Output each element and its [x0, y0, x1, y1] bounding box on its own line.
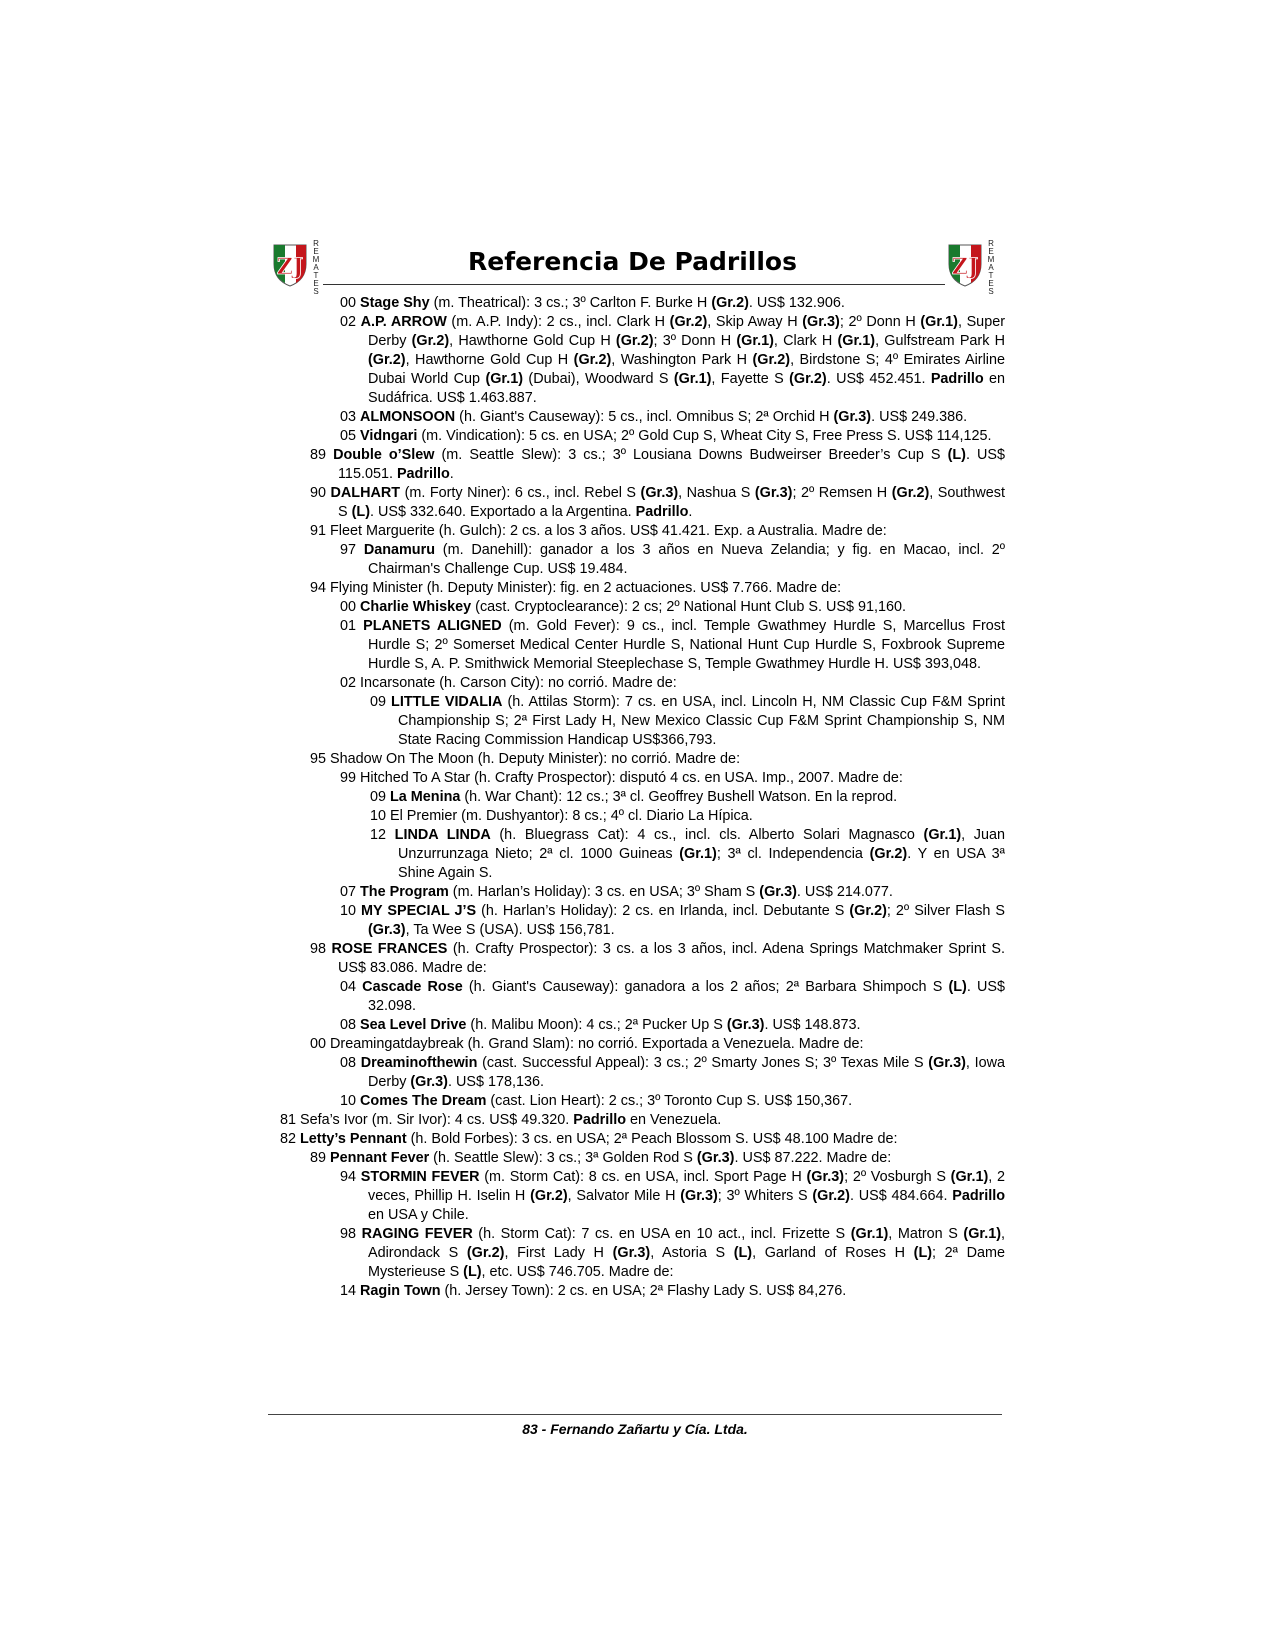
entry-bold-text: Padrillo	[396, 466, 450, 482]
page-footer: 83 - Fernando Zañartu y Cía. Ltda.	[522, 1421, 748, 1437]
pedigree-entry	[280, 1016, 1005, 1035]
entry-text: , 2 veces, Phillip H. Iselin H	[368, 1169, 1005, 1204]
entry-bold-text: (Gr.1)	[485, 371, 524, 387]
entry-text: (cast. Cryptoclearance): 2 cs; 2º National Hunt Club S. US$ 91,160.	[471, 599, 906, 615]
entry-text: ; 2º Remsen H	[792, 485, 892, 501]
entry-bold-text: (Gr.2)	[891, 485, 930, 501]
entry-text: 81 Sefa’s Ivor (m. Sir Ivor): 4 cs. US$ 49.320.	[280, 1112, 574, 1128]
entry-bold-text: (Gr.3)	[754, 485, 793, 501]
entry-text: 91 Fleet Marguerite (h. Gulch): 2 cs. a los 3 años. US$ 41.421. Exp. a Australia. Madre de:	[310, 523, 887, 539]
entry-bold-text: Dreaminofthewin	[360, 1055, 478, 1071]
svg-text:ZJ: ZJ	[276, 254, 304, 280]
entry-bold-text: (Gr.3)	[410, 1074, 448, 1090]
entry-bold-text: (Gr.3)	[928, 1055, 966, 1071]
entry-bold-text: Stage Shy	[360, 295, 430, 311]
entry-bold-text: (Gr.1)	[963, 1226, 1001, 1242]
entry-text: 90	[310, 485, 331, 501]
entry-bold-text: (Gr.1)	[837, 333, 876, 349]
entry-bold-text: RAGING FEVER	[361, 1226, 473, 1242]
entry-text: . US$ 115.051.	[338, 447, 1005, 482]
entry-text: ; 2º Donn H	[839, 314, 921, 330]
pedigree-entry	[280, 883, 1005, 902]
entry-bold-text: Charlie Whiskey	[360, 599, 472, 615]
entry-text: (m. Harlan’s Holiday): 3 cs. en USA; 3º Sham S	[448, 884, 760, 900]
logo-right	[945, 239, 1005, 296]
entry-bold-text: ROSE FRANCES	[331, 941, 448, 957]
pedigree-list	[280, 294, 1005, 1301]
entry-text: 89	[310, 447, 334, 463]
entry-bold-text: (Gr.2)	[669, 314, 708, 330]
pedigree-entry	[280, 427, 1005, 446]
entry-text: (cast. Lion Heart): 2 cs.; 3º Toronto Cup S. US$ 150,367.	[486, 1093, 853, 1109]
entry-bold-text: (Gr.2)	[812, 1188, 850, 1204]
entry-text: . US$ 132.906.	[748, 295, 845, 311]
entry-bold-text: (Gr.2)	[789, 371, 827, 387]
entry-text: . US$ 249.386.	[871, 409, 968, 425]
entry-bold-text: (L)	[733, 1245, 753, 1261]
entry-text: . US$ 148.873.	[764, 1017, 861, 1033]
entry-bold-text: LITTLE VIDALIA	[391, 694, 503, 710]
entry-text: ; 3º Whiters S	[717, 1188, 813, 1204]
entry-bold-text: (Gr.1)	[679, 846, 717, 862]
pedigree-entry	[280, 978, 1005, 1016]
entry-bold-text: (Gr.2)	[849, 903, 887, 919]
pedigree-entry	[280, 1035, 1005, 1054]
logo-side-text: R E M A T E S	[312, 239, 320, 296]
entry-bold-text: (L)	[913, 1245, 933, 1261]
entry-text: , Washington Park H	[611, 352, 753, 368]
logo-side-text: R E M A T E S	[987, 239, 995, 296]
entry-text: 09	[370, 789, 391, 805]
pedigree-entry	[280, 1282, 1005, 1301]
entry-text: . US$ 178,136.	[447, 1074, 544, 1090]
entry-text: 01	[340, 618, 364, 634]
entry-text: en Venezuela.	[626, 1112, 722, 1128]
entry-bold-text: Double o’Slew	[333, 447, 435, 463]
pedigree-entry	[280, 541, 1005, 579]
entry-bold-text: (Gr.2)	[869, 846, 908, 862]
entry-text: , Clark H	[773, 333, 838, 349]
pedigree-entry	[280, 750, 1005, 769]
pedigree-entry	[280, 693, 1005, 750]
entry-bold-text: (Gr.2)	[573, 352, 612, 368]
entry-text: 98	[340, 1226, 362, 1242]
entry-text: (m. Theatrical): 3 cs.; 3º Carlton F. Burke H	[429, 295, 712, 311]
entry-text: , Super Derby	[368, 314, 1005, 349]
entry-text: , Gulfstream Park H	[875, 333, 1005, 349]
entry-text: , Salvator Mile H	[567, 1188, 681, 1204]
entry-text: (h. Giant's Causeway): ganadora a los 2 años; 2ª Barbara Shimpoch S	[462, 979, 949, 995]
pedigree-entry	[280, 1130, 1005, 1149]
entry-text: 98	[310, 941, 332, 957]
entry-bold-text: Padrillo	[635, 504, 689, 520]
entry-text: 05	[340, 428, 361, 444]
entry-text: , Adirondack S	[368, 1226, 1005, 1261]
entry-text: 03	[340, 409, 361, 425]
entry-text: 94	[340, 1169, 361, 1185]
entry-bold-text: Danamuru	[363, 542, 435, 558]
entry-bold-text: STORMIN FEVER	[360, 1169, 480, 1185]
entry-text: (m. Seattle Slew): 3 cs.; 3º Lousiana Downs Budweirser Breeder’s Cup S	[434, 447, 948, 463]
entry-bold-text: (Gr.3)	[368, 922, 406, 938]
pedigree-entry	[280, 522, 1005, 541]
entry-text: (h. War Chant): 12 cs.; 3ª cl. Geoffrey Bushell Watson. En la reprod.	[460, 789, 898, 805]
entry-text: (h. Seattle Slew): 3 cs.; 3ª Golden Rod S	[429, 1150, 697, 1166]
entry-bold-text: Cascade Rose	[362, 979, 463, 995]
entry-bold-text: Padrillo	[952, 1188, 1005, 1204]
pedigree-entry	[280, 408, 1005, 427]
entry-text: . US$ 32.098.	[368, 979, 1005, 1014]
pedigree-entry	[280, 313, 1005, 408]
entry-bold-text: (Gr.2)	[368, 352, 406, 368]
pedigree-entry	[280, 1111, 1005, 1130]
entry-text: . US$ 484.664.	[849, 1188, 953, 1204]
entry-bold-text: (Gr.3)	[726, 1017, 765, 1033]
entry-bold-text: (L)	[351, 504, 370, 520]
pedigree-entry	[280, 807, 1005, 826]
entry-text: 10	[340, 903, 362, 919]
entry-text: (m. A.P. Indy): 2 cs., incl. Clark H	[446, 314, 670, 330]
entry-text: ; 3ª cl. Independencia	[716, 846, 870, 862]
entry-bold-text: (Gr.3)	[612, 1245, 651, 1261]
entry-bold-text: A.P. ARROW	[360, 314, 447, 330]
entry-bold-text: Letty’s Pennant	[300, 1131, 407, 1147]
entry-bold-text: Padrillo	[573, 1112, 627, 1128]
entry-text: , Astoria S	[650, 1245, 734, 1261]
entry-bold-text: Pennant Fever	[330, 1150, 430, 1166]
entry-bold-text: (Gr.3)	[680, 1188, 718, 1204]
entry-text: en USA y Chile.	[368, 1207, 469, 1223]
entry-text: (h. Storm Cat): 7 cs. en USA en 10 act., incl. Frizette S	[472, 1226, 851, 1242]
pedigree-entry	[280, 1225, 1005, 1282]
zj-shield-icon	[270, 242, 310, 288]
entry-text: 10 El Premier (m. Dushyantor): 8 cs.; 4º cl. Diario La Hípica.	[370, 808, 753, 824]
entry-bold-text: Sea Level Drive	[360, 1017, 467, 1033]
entry-bold-text: PLANETS ALIGNED	[363, 618, 502, 634]
pedigree-entry	[280, 294, 1005, 313]
entry-text: . US$ 214.077.	[796, 884, 893, 900]
entry-text: , etc. US$ 746.705. Madre de:	[481, 1264, 674, 1280]
entry-bold-text: The Program	[360, 884, 449, 900]
entry-text: 00	[340, 295, 361, 311]
entry-bold-text: LINDA LINDA	[394, 827, 491, 843]
entry-bold-text: La Menina	[390, 789, 461, 805]
entry-bold-text: Padrillo	[930, 371, 984, 387]
entry-text: (h. Attilas Storm): 7 cs. en USA, incl. Lincoln H, NM Classic Cup F&M Sprint Championship S; 2ª First Lady H, New Mexico Classic Cup F&M Sprint Championship S, NM State Racing Commission Handicap US$366,793.	[398, 694, 1005, 748]
pedigree-entry	[280, 788, 1005, 807]
pedigree-entry	[280, 1149, 1005, 1168]
entry-text: 97	[340, 542, 364, 558]
entry-text: 89	[310, 1150, 331, 1166]
entry-text: (h. Bluegrass Cat): 4 cs., incl. cls. Alberto Solari Magnasco	[490, 827, 924, 843]
entry-text: . Y en USA 3ª Shine Again S.	[398, 846, 1006, 881]
pedigree-entry	[280, 674, 1005, 693]
entry-text: ; 3º Donn H	[653, 333, 737, 349]
entry-text: 95 Shadow On The Moon (h. Deputy Minister): no corrió. Madre de:	[310, 751, 741, 767]
pedigree-entry	[280, 1168, 1005, 1225]
entry-text: 99 Hitched To A Star (h. Crafty Prospector): disputó 4 cs. en USA. Imp., 2007. Madre de:	[340, 770, 903, 786]
entry-bold-text: (L)	[947, 447, 966, 463]
entry-text: , Southwest S	[338, 485, 1005, 520]
entry-text: (Dubai), Woodward S	[523, 371, 674, 387]
entry-text: , Ta Wee S (USA). US$ 156,781.	[405, 922, 615, 938]
pedigree-entry	[280, 579, 1005, 598]
entry-bold-text: Comes The Dream	[360, 1093, 487, 1109]
pedigree-entry	[280, 826, 1005, 883]
page-title: Referencia De Padrillos	[467, 247, 797, 276]
entry-bold-text: (Gr.1)	[923, 827, 962, 843]
entry-text: 08	[340, 1055, 361, 1071]
entry-text: , Hawthorne Gold Cup H	[405, 352, 574, 368]
entry-text: 07	[340, 884, 361, 900]
entry-text: (m. Danehill): ganador a los 3 años en Nueva Zelandia; y fig. en Macao, incl. 2º Chairman's Challenge Cup. US$ 19.484.	[368, 542, 1005, 577]
entry-text: ; 2º Vosburgh S	[844, 1169, 951, 1185]
entry-text: en Sudáfrica. US$ 1.463.887.	[368, 371, 1005, 406]
entry-bold-text: (Gr.3)	[640, 485, 679, 501]
entry-text: 02	[340, 314, 361, 330]
entry-bold-text: (Gr.3)	[759, 884, 797, 900]
entry-bold-text: (Gr.2)	[615, 333, 654, 349]
entry-text: (h. Giant's Causeway): 5 cs., incl. Omnibus S; 2ª Orchid H	[455, 409, 834, 425]
entry-text: , Juan Unzurrunzaga Nieto; 2ª cl. 1000 Guineas	[398, 827, 1005, 862]
entry-text: ; 2º Silver Flash S	[886, 903, 1005, 919]
entry-bold-text: MY SPECIAL J’S	[361, 903, 477, 919]
pedigree-entry	[280, 598, 1005, 617]
entry-bold-text: (Gr.1)	[920, 314, 958, 330]
entry-text: , Fayette S	[711, 371, 790, 387]
entry-bold-text: (Gr.1)	[850, 1226, 889, 1242]
entry-text: , Skip Away H	[707, 314, 803, 330]
entry-bold-text: Vidngari	[360, 428, 418, 444]
entry-text: 14	[340, 1283, 361, 1299]
entry-text: , Iowa Derby	[368, 1055, 1005, 1090]
entry-text: . US$ 87.222. Madre de:	[734, 1150, 892, 1166]
entry-text: .	[449, 466, 454, 482]
entry-text: , Hawthorne Gold Cup H	[449, 333, 616, 349]
entry-text: (h. Harlan’s Holiday): 2 cs. en Irlanda, incl. Debutante S	[476, 903, 850, 919]
pedigree-entry	[280, 1092, 1005, 1111]
entry-text: ; 2ª Dame Mysterieuse S	[368, 1245, 1006, 1280]
entry-text: 02 Incarsonate (h. Carson City): no corrió. Madre de:	[340, 675, 677, 691]
entry-bold-text: (Gr.2)	[711, 295, 749, 311]
entry-text: 00	[340, 599, 361, 615]
entry-text: , Garland of Roses H	[752, 1245, 914, 1261]
entry-text: (m. Vindication): 5 cs. en USA; 2º Gold Cup S, Wheat City S, Free Press S. US$ 114,125.	[417, 428, 992, 444]
entry-bold-text: (Gr.3)	[806, 1169, 845, 1185]
entry-text: (h. Crafty Prospector): 3 cs. a los 3 años, incl. Adena Springs Matchmaker Sprint S. US$ 83.086. Madre de:	[338, 941, 1005, 976]
entry-text: (h. Malibu Moon): 4 cs.; 2ª Pucker Up S	[466, 1017, 727, 1033]
entry-text: 04	[340, 979, 363, 995]
entry-bold-text: (Gr.3)	[802, 314, 840, 330]
entry-text: (h. Jersey Town): 2 cs. en USA; 2ª Flashy Lady S. US$ 84,276.	[440, 1283, 847, 1299]
entry-bold-text: (Gr.1)	[673, 371, 712, 387]
entry-text: 09	[370, 694, 392, 710]
entry-text: 12	[370, 827, 395, 843]
entry-bold-text: (Gr.1)	[736, 333, 774, 349]
entry-bold-text: (Gr.2)	[411, 333, 450, 349]
pedigree-entry	[280, 484, 1005, 522]
pedigree-entry	[280, 769, 1005, 788]
pedigree-entry	[280, 1054, 1005, 1092]
entry-text: (h. Bold Forbes): 3 cs. en USA; 2ª Peach Blossom S. US$ 48.100 Madre de:	[406, 1131, 898, 1147]
entry-bold-text: DALHART	[330, 485, 401, 501]
entry-bold-text: (L)	[463, 1264, 482, 1280]
entry-bold-text: (Gr.3)	[696, 1150, 735, 1166]
entry-text: , First Lady H	[504, 1245, 613, 1261]
pedigree-entry	[280, 902, 1005, 940]
entry-text: (cast. Successful Appeal): 3 cs.; 2º Smarty Jones S; 3º Texas Mile S	[477, 1055, 929, 1071]
entry-bold-text: (Gr.1)	[950, 1169, 989, 1185]
entry-text: (m. Forty Niner): 6 cs., incl. Rebel S	[400, 485, 641, 501]
title-divider	[323, 284, 945, 285]
entry-text: , Nashua S	[678, 485, 755, 501]
entry-text: 82	[280, 1131, 301, 1147]
pedigree-entry	[280, 617, 1005, 674]
entry-bold-text: (Gr.2)	[466, 1245, 505, 1261]
entry-text: 94 Flying Minister (h. Deputy Minister): fig. en 2 actuaciones. US$ 7.766. Madre de:	[310, 580, 842, 596]
entry-text: , Matron S	[888, 1226, 964, 1242]
entry-text: , Birdstone S; 4º Emirates Airline Dubai World Cup	[368, 352, 1005, 387]
entry-text: 08	[340, 1017, 361, 1033]
pedigree-entry	[280, 940, 1005, 978]
entry-bold-text: ALMONSOON	[360, 409, 456, 425]
entry-bold-text: Ragin Town	[360, 1283, 441, 1299]
entry-text: .	[688, 504, 693, 520]
entry-text: (m. Storm Cat): 8 cs. en USA, incl. Sport Page H	[479, 1169, 807, 1185]
footer-divider	[268, 1414, 1002, 1415]
entry-bold-text: (L)	[948, 979, 967, 995]
entry-text: . US$ 332.640. Exportado a la Argentina.	[369, 504, 636, 520]
entry-bold-text: (Gr.2)	[530, 1188, 568, 1204]
zj-shield-icon	[945, 242, 985, 288]
entry-text: . US$ 452.451.	[826, 371, 931, 387]
entry-bold-text: (Gr.2)	[752, 352, 791, 368]
entry-text: 00 Dreamingatdaybreak (h. Grand Slam): no corrió. Exportada a Venezuela. Madre de:	[310, 1036, 864, 1052]
entry-text: (m. Gold Fever): 9 cs., incl. Temple Gwathmey Hurdle S, Marcellus Frost Hurdle S; 2º Somerset Medical Center Hurdle S, National Hunt Cup Hurdle S, Foxbrook Supreme Hurdle S, A. P. Smithwick Memorial Steeplechase S, Temple Gwathmey Hurdle H. US$ 393,048.	[368, 618, 1005, 672]
svg-text:ZJ: ZJ	[951, 254, 979, 280]
entry-bold-text: (Gr.3)	[833, 409, 872, 425]
entry-text: 10	[340, 1093, 361, 1109]
pedigree-entry	[280, 446, 1005, 484]
